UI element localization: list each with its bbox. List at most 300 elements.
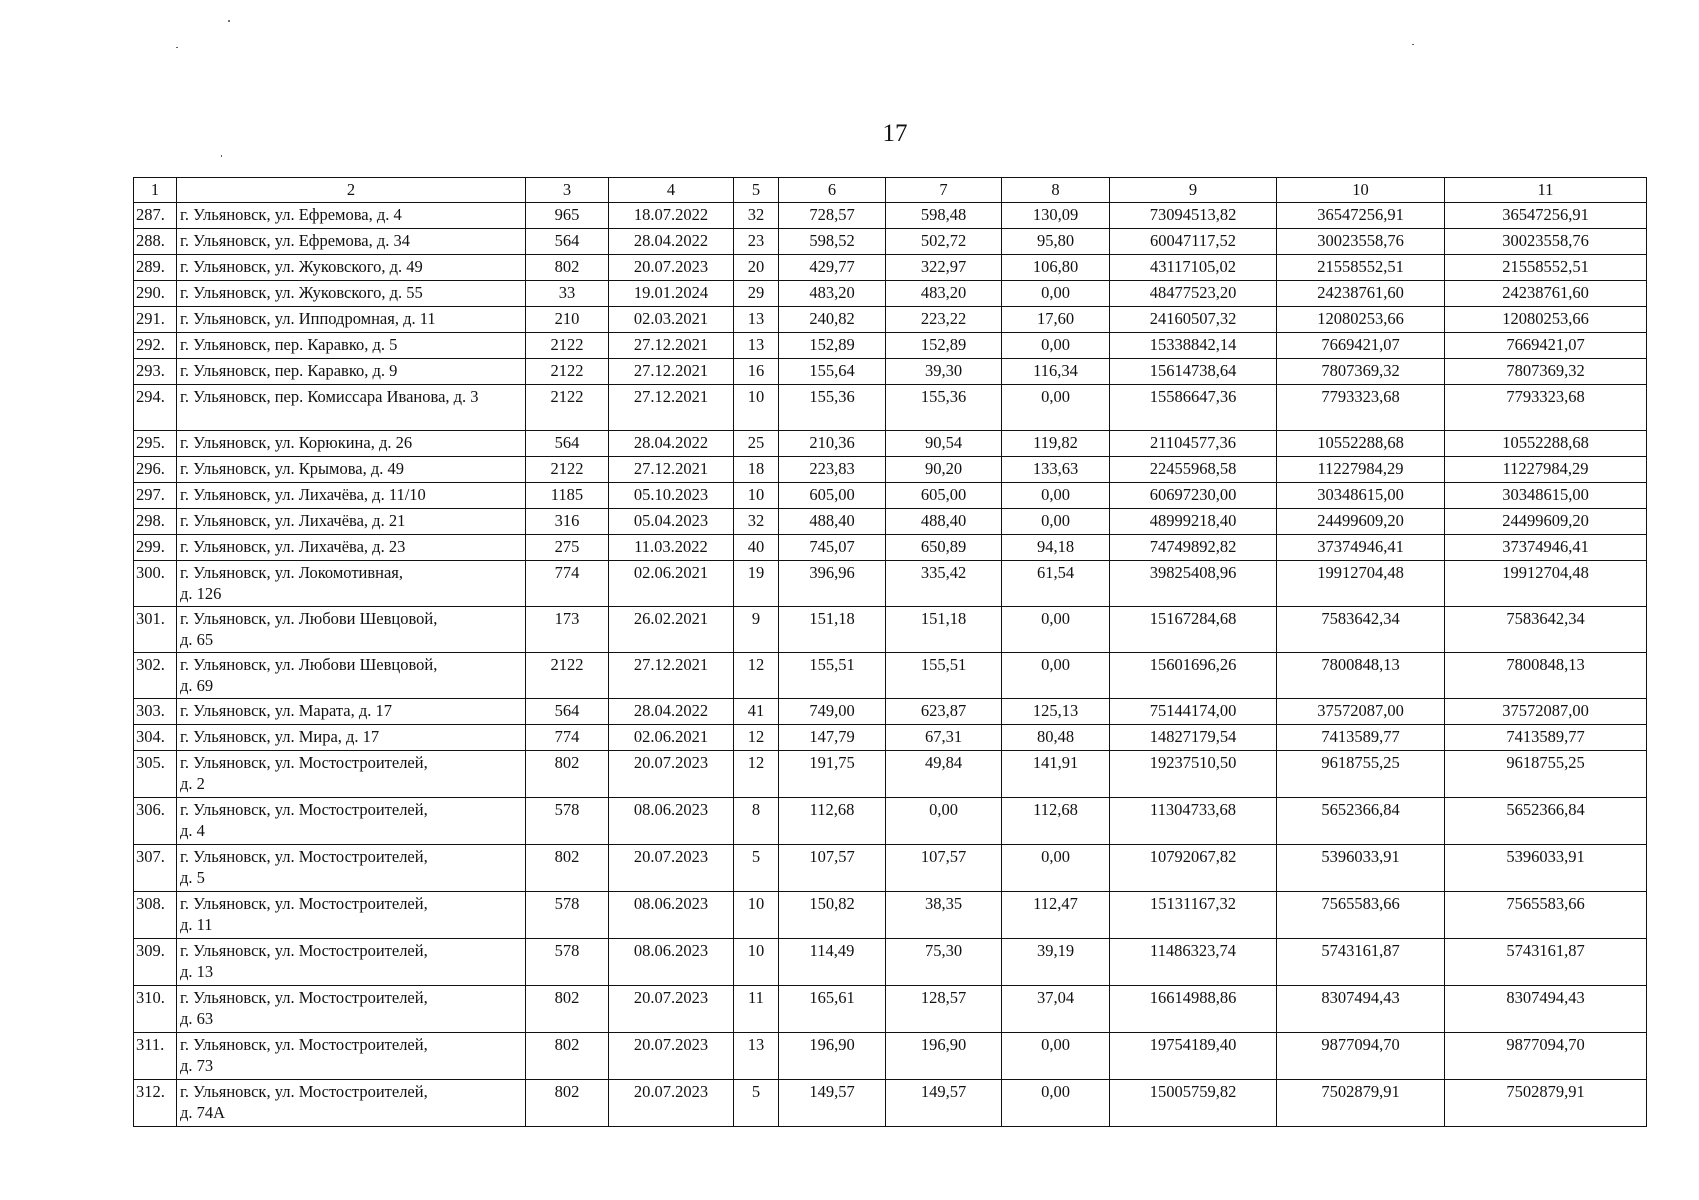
decision-number: 173 xyxy=(526,607,609,653)
decision-date: 05.04.2023 xyxy=(609,509,734,535)
total-amount: 15614738,64 xyxy=(1110,359,1277,385)
scan-speck xyxy=(176,47,178,48)
total-amount: 21104577,36 xyxy=(1110,431,1277,457)
address-line: г. Ульяновск, ул. Мостостроителей, xyxy=(180,800,428,819)
address-line: д. 126 xyxy=(180,584,222,603)
area-a: 650,89 xyxy=(886,535,1002,561)
apartments-count: 16 xyxy=(734,359,779,385)
decision-number: 774 xyxy=(526,561,609,607)
amount-part-1: 5743161,87 xyxy=(1277,939,1445,986)
decision-number: 275 xyxy=(526,535,609,561)
table-body xyxy=(134,203,1647,1127)
total-amount: 60047117,52 xyxy=(1110,229,1277,255)
area-b: 0,00 xyxy=(1002,845,1110,892)
address-cell xyxy=(177,509,526,535)
apartments-count: 10 xyxy=(734,892,779,939)
total-area: 107,57 xyxy=(779,845,886,892)
decision-date: 19.01.2024 xyxy=(609,281,734,307)
apartments-count: 32 xyxy=(734,203,779,229)
table-row xyxy=(134,653,1647,699)
amount-part-2: 5743161,87 xyxy=(1445,939,1647,986)
amount-part-1: 36547256,91 xyxy=(1277,203,1445,229)
total-amount: 43117105,02 xyxy=(1110,255,1277,281)
apartments-count: 41 xyxy=(734,699,779,725)
column-number-header: 7 xyxy=(886,178,1002,203)
area-b: 17,60 xyxy=(1002,307,1110,333)
address-line: г. Ульяновск, ул. Лихачёва, д. 23 xyxy=(180,537,406,556)
address-cell xyxy=(177,845,526,892)
table-row xyxy=(134,483,1647,509)
table-row xyxy=(134,359,1647,385)
row-number: 288. xyxy=(134,229,177,255)
apartments-count: 29 xyxy=(734,281,779,307)
address-line: г. Ульяновск, ул. Мира, д. 17 xyxy=(180,727,380,746)
apartments-count: 10 xyxy=(734,939,779,986)
row-number: 296. xyxy=(134,457,177,483)
total-area: 150,82 xyxy=(779,892,886,939)
total-area: 196,90 xyxy=(779,1033,886,1080)
address-cell xyxy=(177,751,526,798)
amount-part-2: 30023558,76 xyxy=(1445,229,1647,255)
area-b: 95,80 xyxy=(1002,229,1110,255)
area-a: 223,22 xyxy=(886,307,1002,333)
amount-part-1: 7583642,34 xyxy=(1277,607,1445,653)
column-number-header: 2 xyxy=(177,178,526,203)
total-amount: 22455968,58 xyxy=(1110,457,1277,483)
amount-part-2: 7793323,68 xyxy=(1445,385,1647,431)
row-number: 298. xyxy=(134,509,177,535)
table-row xyxy=(134,229,1647,255)
amount-part-2: 7800848,13 xyxy=(1445,653,1647,699)
amount-part-1: 7502879,91 xyxy=(1277,1080,1445,1127)
area-b: 106,80 xyxy=(1002,255,1110,281)
apartments-count: 5 xyxy=(734,845,779,892)
row-number: 291. xyxy=(134,307,177,333)
address-cell xyxy=(177,229,526,255)
decision-date: 28.04.2022 xyxy=(609,229,734,255)
decision-number: 578 xyxy=(526,798,609,845)
decision-date: 20.07.2023 xyxy=(609,986,734,1033)
area-a: 502,72 xyxy=(886,229,1002,255)
address-line: д. 69 xyxy=(180,676,214,695)
amount-part-2: 5652366,84 xyxy=(1445,798,1647,845)
address-line: г. Ульяновск, ул. Локомотивная, xyxy=(180,563,404,582)
amount-part-2: 7669421,07 xyxy=(1445,333,1647,359)
amount-part-1: 7793323,68 xyxy=(1277,385,1445,431)
decision-date: 26.02.2021 xyxy=(609,607,734,653)
total-amount: 15338842,14 xyxy=(1110,333,1277,359)
total-area: 605,00 xyxy=(779,483,886,509)
row-number: 307. xyxy=(134,845,177,892)
total-amount: 48477523,20 xyxy=(1110,281,1277,307)
apartments-count: 20 xyxy=(734,255,779,281)
amount-part-2: 12080253,66 xyxy=(1445,307,1647,333)
column-number-header: 10 xyxy=(1277,178,1445,203)
total-amount: 39825408,96 xyxy=(1110,561,1277,607)
total-area: 155,64 xyxy=(779,359,886,385)
decision-number: 210 xyxy=(526,307,609,333)
address-line: г. Ульяновск, ул. Лихачёва, д. 21 xyxy=(180,511,406,530)
area-a: 196,90 xyxy=(886,1033,1002,1080)
row-number: 301. xyxy=(134,607,177,653)
decision-date: 20.07.2023 xyxy=(609,255,734,281)
decision-number: 774 xyxy=(526,725,609,751)
total-amount: 24160507,32 xyxy=(1110,307,1277,333)
area-b: 112,47 xyxy=(1002,892,1110,939)
decision-number: 802 xyxy=(526,845,609,892)
apartments-count: 12 xyxy=(734,653,779,699)
address-cell xyxy=(177,431,526,457)
amount-part-2: 19912704,48 xyxy=(1445,561,1647,607)
table-row xyxy=(134,699,1647,725)
area-a: 152,89 xyxy=(886,333,1002,359)
amount-part-1: 7565583,66 xyxy=(1277,892,1445,939)
total-area: 155,51 xyxy=(779,653,886,699)
address-cell xyxy=(177,203,526,229)
area-b: 0,00 xyxy=(1002,653,1110,699)
total-amount: 19754189,40 xyxy=(1110,1033,1277,1080)
amount-part-2: 37374946,41 xyxy=(1445,535,1647,561)
apartments-count: 19 xyxy=(734,561,779,607)
table-row xyxy=(134,1080,1647,1127)
total-area: 191,75 xyxy=(779,751,886,798)
table-row xyxy=(134,939,1647,986)
apartments-count: 25 xyxy=(734,431,779,457)
total-area: 152,89 xyxy=(779,333,886,359)
table-row xyxy=(134,255,1647,281)
decision-date: 08.06.2023 xyxy=(609,892,734,939)
address-line: г. Ульяновск, пер. Каравко, д. 9 xyxy=(180,361,398,380)
area-b: 119,82 xyxy=(1002,431,1110,457)
table-row xyxy=(134,561,1647,607)
total-amount: 74749892,82 xyxy=(1110,535,1277,561)
total-area: 396,96 xyxy=(779,561,886,607)
amount-part-1: 24238761,60 xyxy=(1277,281,1445,307)
decision-date: 08.06.2023 xyxy=(609,939,734,986)
amount-part-2: 24238761,60 xyxy=(1445,281,1647,307)
row-number: 302. xyxy=(134,653,177,699)
total-area: 149,57 xyxy=(779,1080,886,1127)
amount-part-1: 5396033,91 xyxy=(1277,845,1445,892)
decision-date: 02.03.2021 xyxy=(609,307,734,333)
amount-part-2: 10552288,68 xyxy=(1445,431,1647,457)
decision-number: 802 xyxy=(526,255,609,281)
row-number: 297. xyxy=(134,483,177,509)
table-row xyxy=(134,751,1647,798)
decision-number: 316 xyxy=(526,509,609,535)
area-b: 37,04 xyxy=(1002,986,1110,1033)
address-line: г. Ульяновск, пер. Комиссара Иванова, д. 3 xyxy=(180,387,479,406)
area-b: 61,54 xyxy=(1002,561,1110,607)
decision-date: 27.12.2021 xyxy=(609,333,734,359)
scan-speck xyxy=(1412,44,1414,45)
column-number-header: 9 xyxy=(1110,178,1277,203)
decision-number: 2122 xyxy=(526,359,609,385)
table-row xyxy=(134,725,1647,751)
area-a: 107,57 xyxy=(886,845,1002,892)
column-number-header: 3 xyxy=(526,178,609,203)
address-line: г. Ульяновск, ул. Мостостроителей, xyxy=(180,1035,428,1054)
apartments-count: 12 xyxy=(734,751,779,798)
table-row xyxy=(134,798,1647,845)
address-line: г. Ульяновск, ул. Марата, д. 17 xyxy=(180,701,392,720)
address-cell xyxy=(177,607,526,653)
decision-number: 2122 xyxy=(526,457,609,483)
amount-part-1: 30348615,00 xyxy=(1277,483,1445,509)
address-cell xyxy=(177,483,526,509)
address-cell xyxy=(177,725,526,751)
total-area: 429,77 xyxy=(779,255,886,281)
apartments-count: 11 xyxy=(734,986,779,1033)
amount-part-1: 21558552,51 xyxy=(1277,255,1445,281)
amount-part-1: 7413589,77 xyxy=(1277,725,1445,751)
total-amount: 60697230,00 xyxy=(1110,483,1277,509)
apartments-count: 13 xyxy=(734,307,779,333)
address-cell xyxy=(177,561,526,607)
apartments-count: 32 xyxy=(734,509,779,535)
amount-part-1: 24499609,20 xyxy=(1277,509,1445,535)
area-a: 128,57 xyxy=(886,986,1002,1033)
decision-date: 20.07.2023 xyxy=(609,845,734,892)
amount-part-1: 9877094,70 xyxy=(1277,1033,1445,1080)
area-b: 112,68 xyxy=(1002,798,1110,845)
total-amount: 15167284,68 xyxy=(1110,607,1277,653)
row-number: 303. xyxy=(134,699,177,725)
address-cell xyxy=(177,457,526,483)
table-row xyxy=(134,457,1647,483)
decision-date: 02.06.2021 xyxy=(609,725,734,751)
area-b: 0,00 xyxy=(1002,385,1110,431)
amount-part-1: 7807369,32 xyxy=(1277,359,1445,385)
total-amount: 19237510,50 xyxy=(1110,751,1277,798)
area-a: 623,87 xyxy=(886,699,1002,725)
row-number: 304. xyxy=(134,725,177,751)
column-number-header: 11 xyxy=(1445,178,1647,203)
amount-part-2: 7502879,91 xyxy=(1445,1080,1647,1127)
area-a: 149,57 xyxy=(886,1080,1002,1127)
column-number-header: 8 xyxy=(1002,178,1110,203)
address-line: д. 74А xyxy=(180,1103,226,1122)
address-line: г. Ульяновск, ул. Мостостроителей, xyxy=(180,753,428,772)
area-a: 335,42 xyxy=(886,561,1002,607)
area-a: 151,18 xyxy=(886,607,1002,653)
decision-date: 02.06.2021 xyxy=(609,561,734,607)
area-a: 38,35 xyxy=(886,892,1002,939)
amount-part-2: 24499609,20 xyxy=(1445,509,1647,535)
area-b: 94,18 xyxy=(1002,535,1110,561)
row-number: 312. xyxy=(134,1080,177,1127)
address-line: г. Ульяновск, ул. Корюкина, д. 26 xyxy=(180,433,413,452)
apartments-count: 13 xyxy=(734,333,779,359)
area-a: 605,00 xyxy=(886,483,1002,509)
total-amount: 48999218,40 xyxy=(1110,509,1277,535)
scan-speck xyxy=(228,20,230,22)
apartments-count: 9 xyxy=(734,607,779,653)
total-amount: 15005759,82 xyxy=(1110,1080,1277,1127)
amount-part-2: 30348615,00 xyxy=(1445,483,1647,509)
amount-part-1: 37374946,41 xyxy=(1277,535,1445,561)
decision-number: 564 xyxy=(526,699,609,725)
total-amount: 75144174,00 xyxy=(1110,699,1277,725)
decision-number: 802 xyxy=(526,1033,609,1080)
table-row xyxy=(134,986,1647,1033)
row-number: 305. xyxy=(134,751,177,798)
amount-part-2: 11227984,29 xyxy=(1445,457,1647,483)
total-amount: 11304733,68 xyxy=(1110,798,1277,845)
amount-part-2: 7807369,32 xyxy=(1445,359,1647,385)
row-number: 306. xyxy=(134,798,177,845)
total-area: 745,07 xyxy=(779,535,886,561)
address-line: г. Ульяновск, ул. Мостостроителей, xyxy=(180,894,428,913)
address-line: г. Ульяновск, ул. Ипподромная, д. 11 xyxy=(180,309,436,328)
address-line: д. 63 xyxy=(180,1009,214,1028)
total-area: 483,20 xyxy=(779,281,886,307)
total-area: 488,40 xyxy=(779,509,886,535)
decision-number: 564 xyxy=(526,431,609,457)
address-cell xyxy=(177,333,526,359)
area-a: 598,48 xyxy=(886,203,1002,229)
row-number: 295. xyxy=(134,431,177,457)
area-a: 483,20 xyxy=(886,281,1002,307)
address-cell xyxy=(177,281,526,307)
area-b: 0,00 xyxy=(1002,1080,1110,1127)
decision-date: 20.07.2023 xyxy=(609,751,734,798)
total-area: 112,68 xyxy=(779,798,886,845)
decision-number: 802 xyxy=(526,1080,609,1127)
area-b: 125,13 xyxy=(1002,699,1110,725)
area-b: 0,00 xyxy=(1002,1033,1110,1080)
amount-part-2: 8307494,43 xyxy=(1445,986,1647,1033)
address-cell xyxy=(177,535,526,561)
table-row xyxy=(134,892,1647,939)
apartments-count: 12 xyxy=(734,725,779,751)
total-area: 749,00 xyxy=(779,699,886,725)
area-a: 49,84 xyxy=(886,751,1002,798)
row-number: 294. xyxy=(134,385,177,431)
row-number: 310. xyxy=(134,986,177,1033)
row-number: 309. xyxy=(134,939,177,986)
total-amount: 11486323,74 xyxy=(1110,939,1277,986)
address-line: г. Ульяновск, пер. Каравко, д. 5 xyxy=(180,335,398,354)
amount-part-2: 5396033,91 xyxy=(1445,845,1647,892)
amount-part-1: 11227984,29 xyxy=(1277,457,1445,483)
row-number: 287. xyxy=(134,203,177,229)
area-b: 0,00 xyxy=(1002,509,1110,535)
area-a: 155,51 xyxy=(886,653,1002,699)
amount-part-1: 19912704,48 xyxy=(1277,561,1445,607)
area-a: 322,97 xyxy=(886,255,1002,281)
area-b: 141,91 xyxy=(1002,751,1110,798)
area-b: 133,63 xyxy=(1002,457,1110,483)
area-b: 39,19 xyxy=(1002,939,1110,986)
area-a: 488,40 xyxy=(886,509,1002,535)
decision-number: 2122 xyxy=(526,653,609,699)
amount-part-1: 12080253,66 xyxy=(1277,307,1445,333)
decision-date: 18.07.2022 xyxy=(609,203,734,229)
decision-number: 965 xyxy=(526,203,609,229)
address-cell xyxy=(177,255,526,281)
address-line: г. Ульяновск, ул. Лихачёва, д. 11/10 xyxy=(180,485,426,504)
area-b: 0,00 xyxy=(1002,607,1110,653)
table-row xyxy=(134,607,1647,653)
column-number-header: 6 xyxy=(779,178,886,203)
decision-number: 802 xyxy=(526,751,609,798)
column-number-header: 4 xyxy=(609,178,734,203)
address-line: д. 65 xyxy=(180,630,214,649)
row-number: 311. xyxy=(134,1033,177,1080)
area-b: 116,34 xyxy=(1002,359,1110,385)
decision-date: 27.12.2021 xyxy=(609,385,734,431)
address-cell xyxy=(177,1080,526,1127)
area-b: 80,48 xyxy=(1002,725,1110,751)
total-amount: 15131167,32 xyxy=(1110,892,1277,939)
total-area: 598,52 xyxy=(779,229,886,255)
address-line: д. 73 xyxy=(180,1056,214,1075)
table-row xyxy=(134,1033,1647,1080)
address-line: д. 4 xyxy=(180,821,205,840)
total-area: 151,18 xyxy=(779,607,886,653)
amount-part-2: 9618755,25 xyxy=(1445,751,1647,798)
address-cell xyxy=(177,385,526,431)
decision-date: 20.07.2023 xyxy=(609,1033,734,1080)
decision-date: 11.03.2022 xyxy=(609,535,734,561)
total-amount: 73094513,82 xyxy=(1110,203,1277,229)
address-cell xyxy=(177,307,526,333)
decision-number: 2122 xyxy=(526,333,609,359)
total-amount: 15601696,26 xyxy=(1110,653,1277,699)
table-row xyxy=(134,333,1647,359)
address-line: г. Ульяновск, ул. Мостостроителей, xyxy=(180,941,428,960)
total-area: 114,49 xyxy=(779,939,886,986)
table-row xyxy=(134,385,1647,431)
table-row xyxy=(134,307,1647,333)
address-cell xyxy=(177,653,526,699)
amount-part-1: 37572087,00 xyxy=(1277,699,1445,725)
table-row xyxy=(134,203,1647,229)
decision-date: 27.12.2021 xyxy=(609,653,734,699)
address-line: д. 5 xyxy=(180,868,205,887)
amount-part-1: 9618755,25 xyxy=(1277,751,1445,798)
decision-date: 20.07.2023 xyxy=(609,1080,734,1127)
table-row xyxy=(134,509,1647,535)
decision-date: 27.12.2021 xyxy=(609,359,734,385)
table-row xyxy=(134,535,1647,561)
row-number: 292. xyxy=(134,333,177,359)
address-line: г. Ульяновск, ул. Мостостроителей, xyxy=(180,988,428,1007)
row-number: 308. xyxy=(134,892,177,939)
apartments-count: 40 xyxy=(734,535,779,561)
row-number: 290. xyxy=(134,281,177,307)
address-cell xyxy=(177,699,526,725)
area-b: 0,00 xyxy=(1002,333,1110,359)
address-cell xyxy=(177,986,526,1033)
address-line: д. 13 xyxy=(180,962,214,981)
apartments-count: 10 xyxy=(734,483,779,509)
total-amount: 14827179,54 xyxy=(1110,725,1277,751)
amount-part-1: 5652366,84 xyxy=(1277,798,1445,845)
area-a: 90,54 xyxy=(886,431,1002,457)
amount-part-2: 9877094,70 xyxy=(1445,1033,1647,1080)
apartments-count: 18 xyxy=(734,457,779,483)
decision-date: 27.12.2021 xyxy=(609,457,734,483)
total-area: 223,83 xyxy=(779,457,886,483)
scan-speck xyxy=(221,155,222,157)
address-line: г. Ульяновск, ул. Крымова, д. 49 xyxy=(180,459,405,478)
address-line: г. Ульяновск, ул. Любови Шевцовой, xyxy=(180,609,438,628)
decision-number: 578 xyxy=(526,939,609,986)
amount-part-2: 37572087,00 xyxy=(1445,699,1647,725)
total-area: 210,36 xyxy=(779,431,886,457)
